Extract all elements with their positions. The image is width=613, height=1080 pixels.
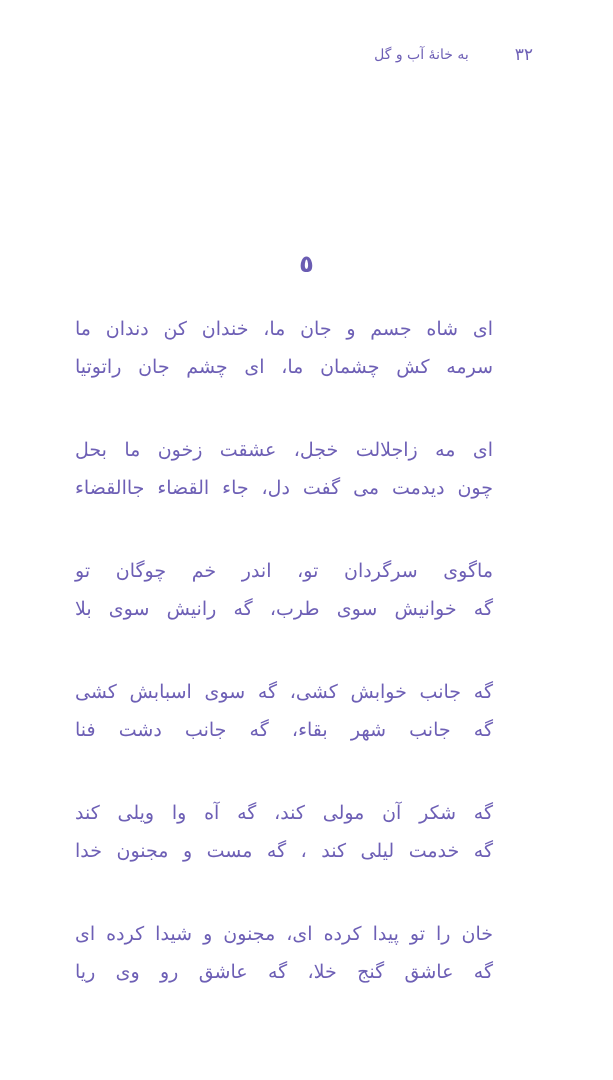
verse-line: گه خوانیش سوی طرب، گه رانیش سوی بلا (75, 598, 493, 620)
verse-line: خان را تو پیدا کرده ای، مجنون و شیدا کرده ای (75, 923, 493, 945)
stanza-3 (75, 552, 493, 628)
stanza-5 (75, 794, 493, 870)
stanza-4 (75, 673, 493, 749)
stanza-2 (75, 431, 493, 507)
poem-body (75, 310, 493, 1036)
running-title: به خانهٔ آب و گل (374, 47, 469, 63)
verse-line: ای شاه جسم و جان ما، خندان کن دندان ما (75, 318, 493, 340)
verse-line: گه شکر آن مولی کند، گه آه وا ویلی کند (75, 802, 493, 824)
stanza-6 (75, 915, 493, 991)
page-number: ۳۲ (514, 45, 533, 65)
verse-line: سرمه کش چشمان ما، ای چشم جان راتوتیا (75, 356, 493, 378)
verse-line: ای مه زاجلالت خجل، عشقت زخون ما بحل (75, 439, 493, 461)
verse-line: ماگوی سرگردان تو، اندر خم چوگان تو (75, 560, 493, 582)
verse-line: گه عاشق گنج خلا، گه عاشق رو وی ریا (75, 961, 493, 983)
verse-line: گه جانب شهر بقاء، گه جانب دشت فنا (75, 719, 493, 741)
verse-line: گه خدمت لیلی کند ، گه مست و مجنون خدا (75, 840, 493, 862)
stanza-1 (75, 310, 493, 386)
verse-line: چون دیدمت می گفت دل، جاء القضاء جاالقضاء (75, 477, 493, 499)
page-header (360, 40, 533, 70)
poem-number: ٥ (299, 250, 314, 278)
verse-line: گه جانب خوابش کشی، گه سوی اسبابش کشی (75, 681, 493, 703)
